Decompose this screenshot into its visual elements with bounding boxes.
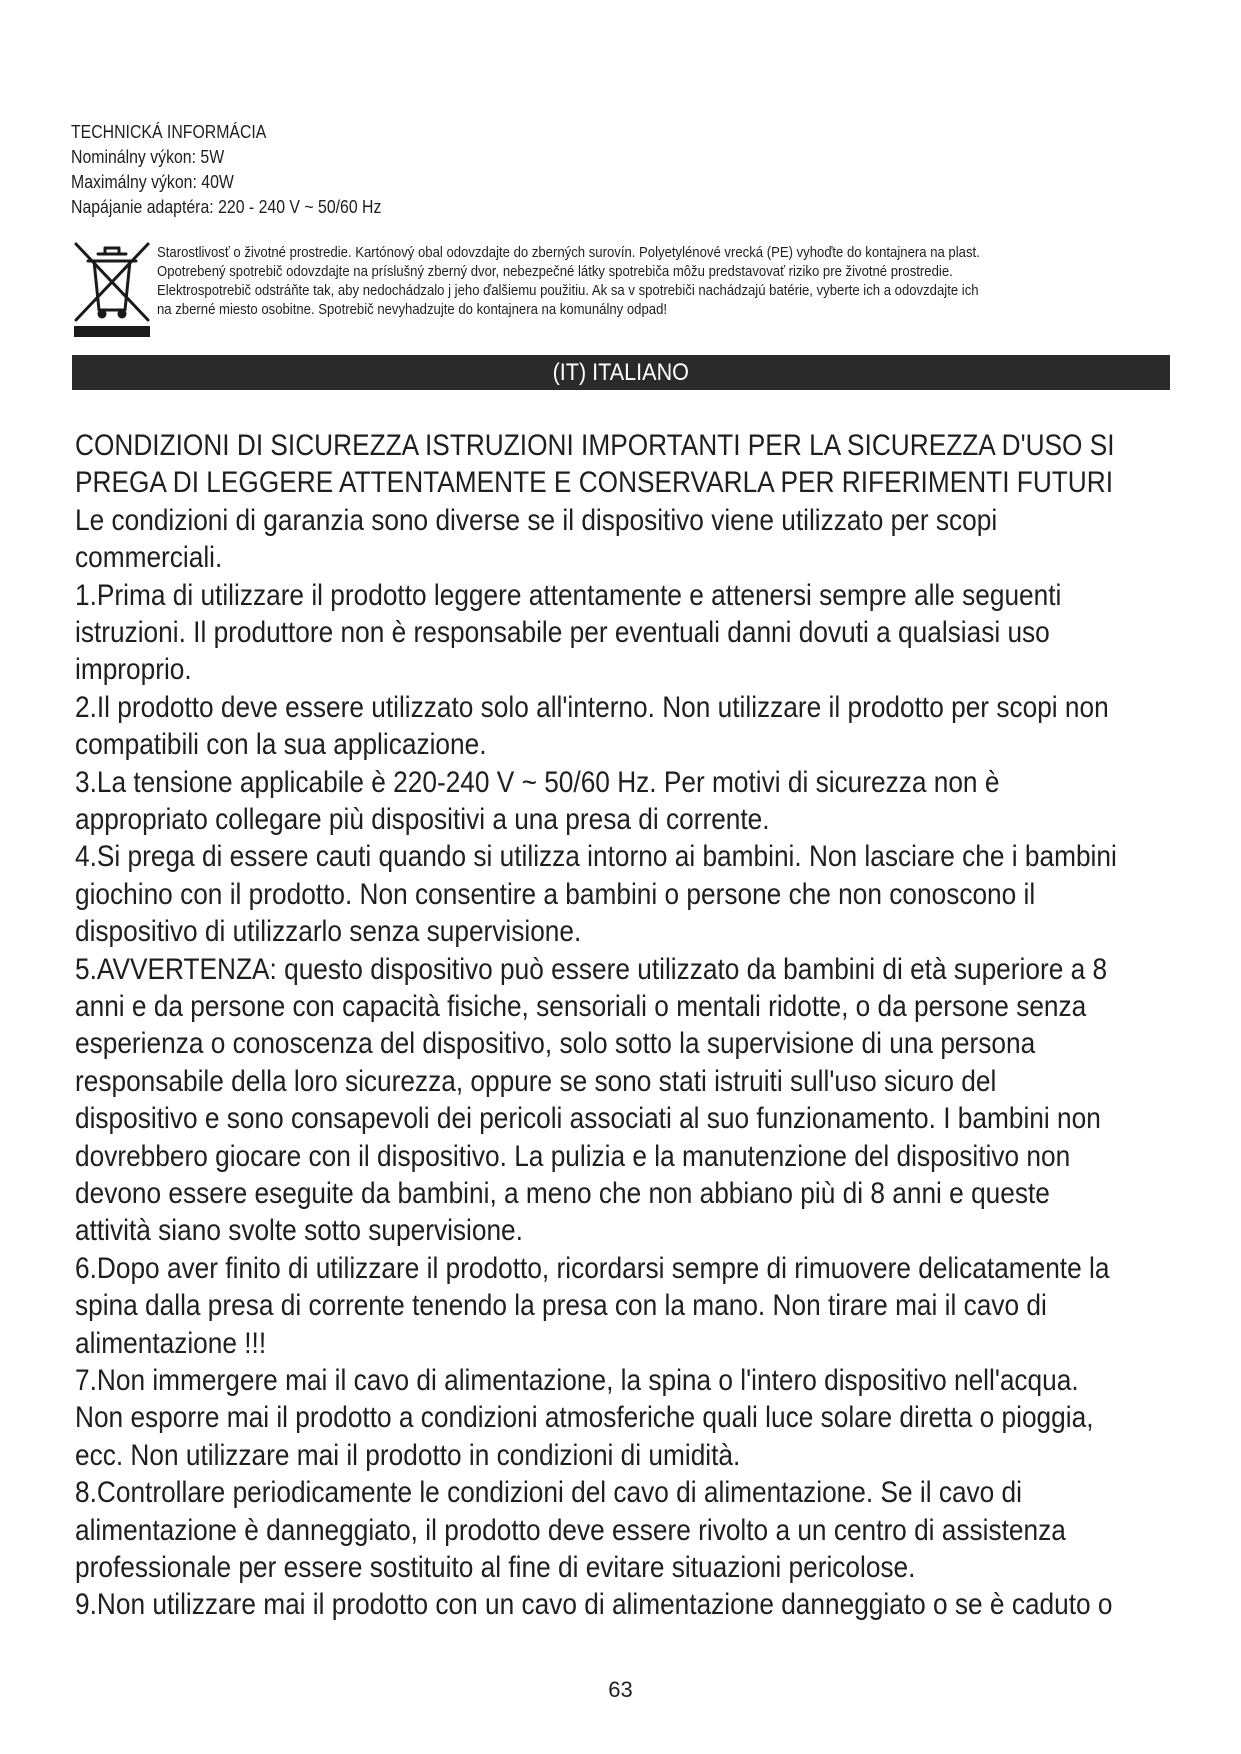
tech-info-line: Maximálny výkon: 40W (71, 172, 234, 192)
env-note-line: na zberné miesto osobitne. Spotrebič nevyhadzujte do kontajnera na komunálny odpad! (157, 301, 668, 318)
body-line: improprio. (75, 653, 192, 686)
crossed-out-wheelie-bin-icon (74, 240, 150, 338)
tech-info-heading: TECHNICKÁ INFORMÁCIA (71, 122, 267, 142)
body-line: anni e da persone con capacità fisiche, sensoriali o mentali ridotte, o da persone senza (75, 990, 1087, 1023)
body-line: responsabile della loro sicurezza, oppure se sono stati istruiti sull'uso sicuro del (75, 1065, 997, 1098)
env-note-line: Elektrospotrebič odstráňte tak, aby nedochádzalo j jeho ďalšiemu použitiu. Ak sa v spotrebiči nachádzajú batérie, vyberte ich a odovzdajte ich (157, 282, 979, 299)
tech-info-line: Napájanie adaptéra: 220 - 240 V ~ 50/60 Hz (71, 197, 382, 217)
body-line: ecc. Non utilizzare mai il prodotto in condizioni di umidità. (75, 1439, 741, 1472)
body-line: professionale per essere sostituito al fine di evitare situazioni pericolose. (75, 1551, 916, 1584)
section-banner-title: (IT) ITALIANO (552, 359, 690, 386)
body-line: commerciali. (75, 541, 223, 574)
body-line: 8.Controllare periodicamente le condizioni del cavo di alimentazione. Se il cavo di (75, 1476, 1022, 1509)
body-line: 6.Dopo aver finito di utilizzare il prodotto, ricordarsi sempre di rimuovere delicatamente la (75, 1252, 1110, 1285)
section-banner (72, 355, 1170, 390)
body-line: appropriato collegare più dispositivi a una presa di corrente. (75, 803, 770, 836)
body-line: dovrebbero giocare con il dispositivo. La pulizia e la manutenzione del dispositivo non (75, 1140, 1071, 1173)
body-line: 9.Non utilizzare mai il prodotto con un cavo di alimentazione danneggiato o se è caduto o (75, 1588, 1113, 1621)
body-line: devono essere eseguite da bambini, a meno che non abbiano più di 8 anni e queste (75, 1177, 1050, 1210)
body-line: alimentazione è danneggiato, il prodotto deve essere rivolto a un centro di assistenza (75, 1514, 1066, 1547)
body-line: dispositivo e sono consapevoli dei pericoli associati al suo funzionamento. I bambini non (75, 1102, 1101, 1135)
env-note-line: Opotrebený spotrebič odovzdajte na príslušný zberný dvor, nebezpečné látky spotrebiča môžu predstavovať riziko pre životné prostredie. (157, 263, 953, 280)
body-line: 2.Il prodotto deve essere utilizzato solo all'interno. Non utilizzare il prodotto per scopi non (75, 691, 1109, 724)
body-line: 7.Non immergere mai il cavo di alimentazione, la spina o l'intero dispositivo nell'acqua. (75, 1364, 1079, 1397)
body-line: 3.La tensione applicabile è 220-240 V ~ 50/60 Hz. Per motivi di sicurezza non è (75, 766, 1000, 799)
body-line: 4.Si prega di essere cauti quando si utilizza intorno ai bambini. Non lasciare che i bambini (75, 840, 1117, 873)
body-line: 1.Prima di utilizzare il prodotto leggere attentamente e attenersi sempre alle seguenti (75, 579, 1062, 612)
body-line: istruzioni. Il produttore non è responsabile per eventuali danni dovuti a qualsiasi uso (75, 616, 1050, 649)
page-number: 63 (608, 1677, 633, 1702)
body-line: 5.AVVERTENZA: questo dispositivo può essere utilizzato da bambini di età superiore a 8 (75, 953, 1108, 986)
body-line: dispositivo di utilizzarlo senza supervisione. (75, 915, 582, 948)
body-line: attività siano svolte sotto supervisione. (75, 1214, 523, 1247)
heading-line: PREGA DI LEGGERE ATTENTAMENTE E CONSERVARLA PER RIFERIMENTI FUTURI (75, 466, 1114, 499)
body-line: spina dalla presa di corrente tenendo la presa con la mano. Non tirare mai il cavo di (75, 1289, 1047, 1322)
body-line: Non esporre mai il prodotto a condizioni atmosferiche quali luce solare diretta o pioggia, (75, 1401, 1094, 1434)
body-line: compatibili con la sua applicazione. (75, 728, 487, 761)
body-line: giochino con il prodotto. Non consentire a bambini o persone che non conoscono il (75, 878, 1036, 911)
body-line: Le condizioni di garanzia sono diverse se il dispositivo viene utilizzato per scopi (75, 504, 998, 537)
tech-info-line: Nominálny výkon: 5W (71, 147, 225, 167)
env-note-line: Starostlivosť o životné prostredie. Kartónový obal odovzdajte do zberných surovín. Polyetylénové vrecká (PE) vyhoďte do kontajnera na plast. (157, 244, 980, 261)
body-line: esperienza o conoscenza del dispositivo, solo sotto la supervisione di una persona (75, 1027, 1036, 1060)
heading-line: CONDIZIONI DI SICUREZZA ISTRUZIONI IMPORTANTI PER LA SICUREZZA D'USO SI (75, 429, 1115, 462)
body-line: alimentazione !!! (75, 1327, 267, 1360)
